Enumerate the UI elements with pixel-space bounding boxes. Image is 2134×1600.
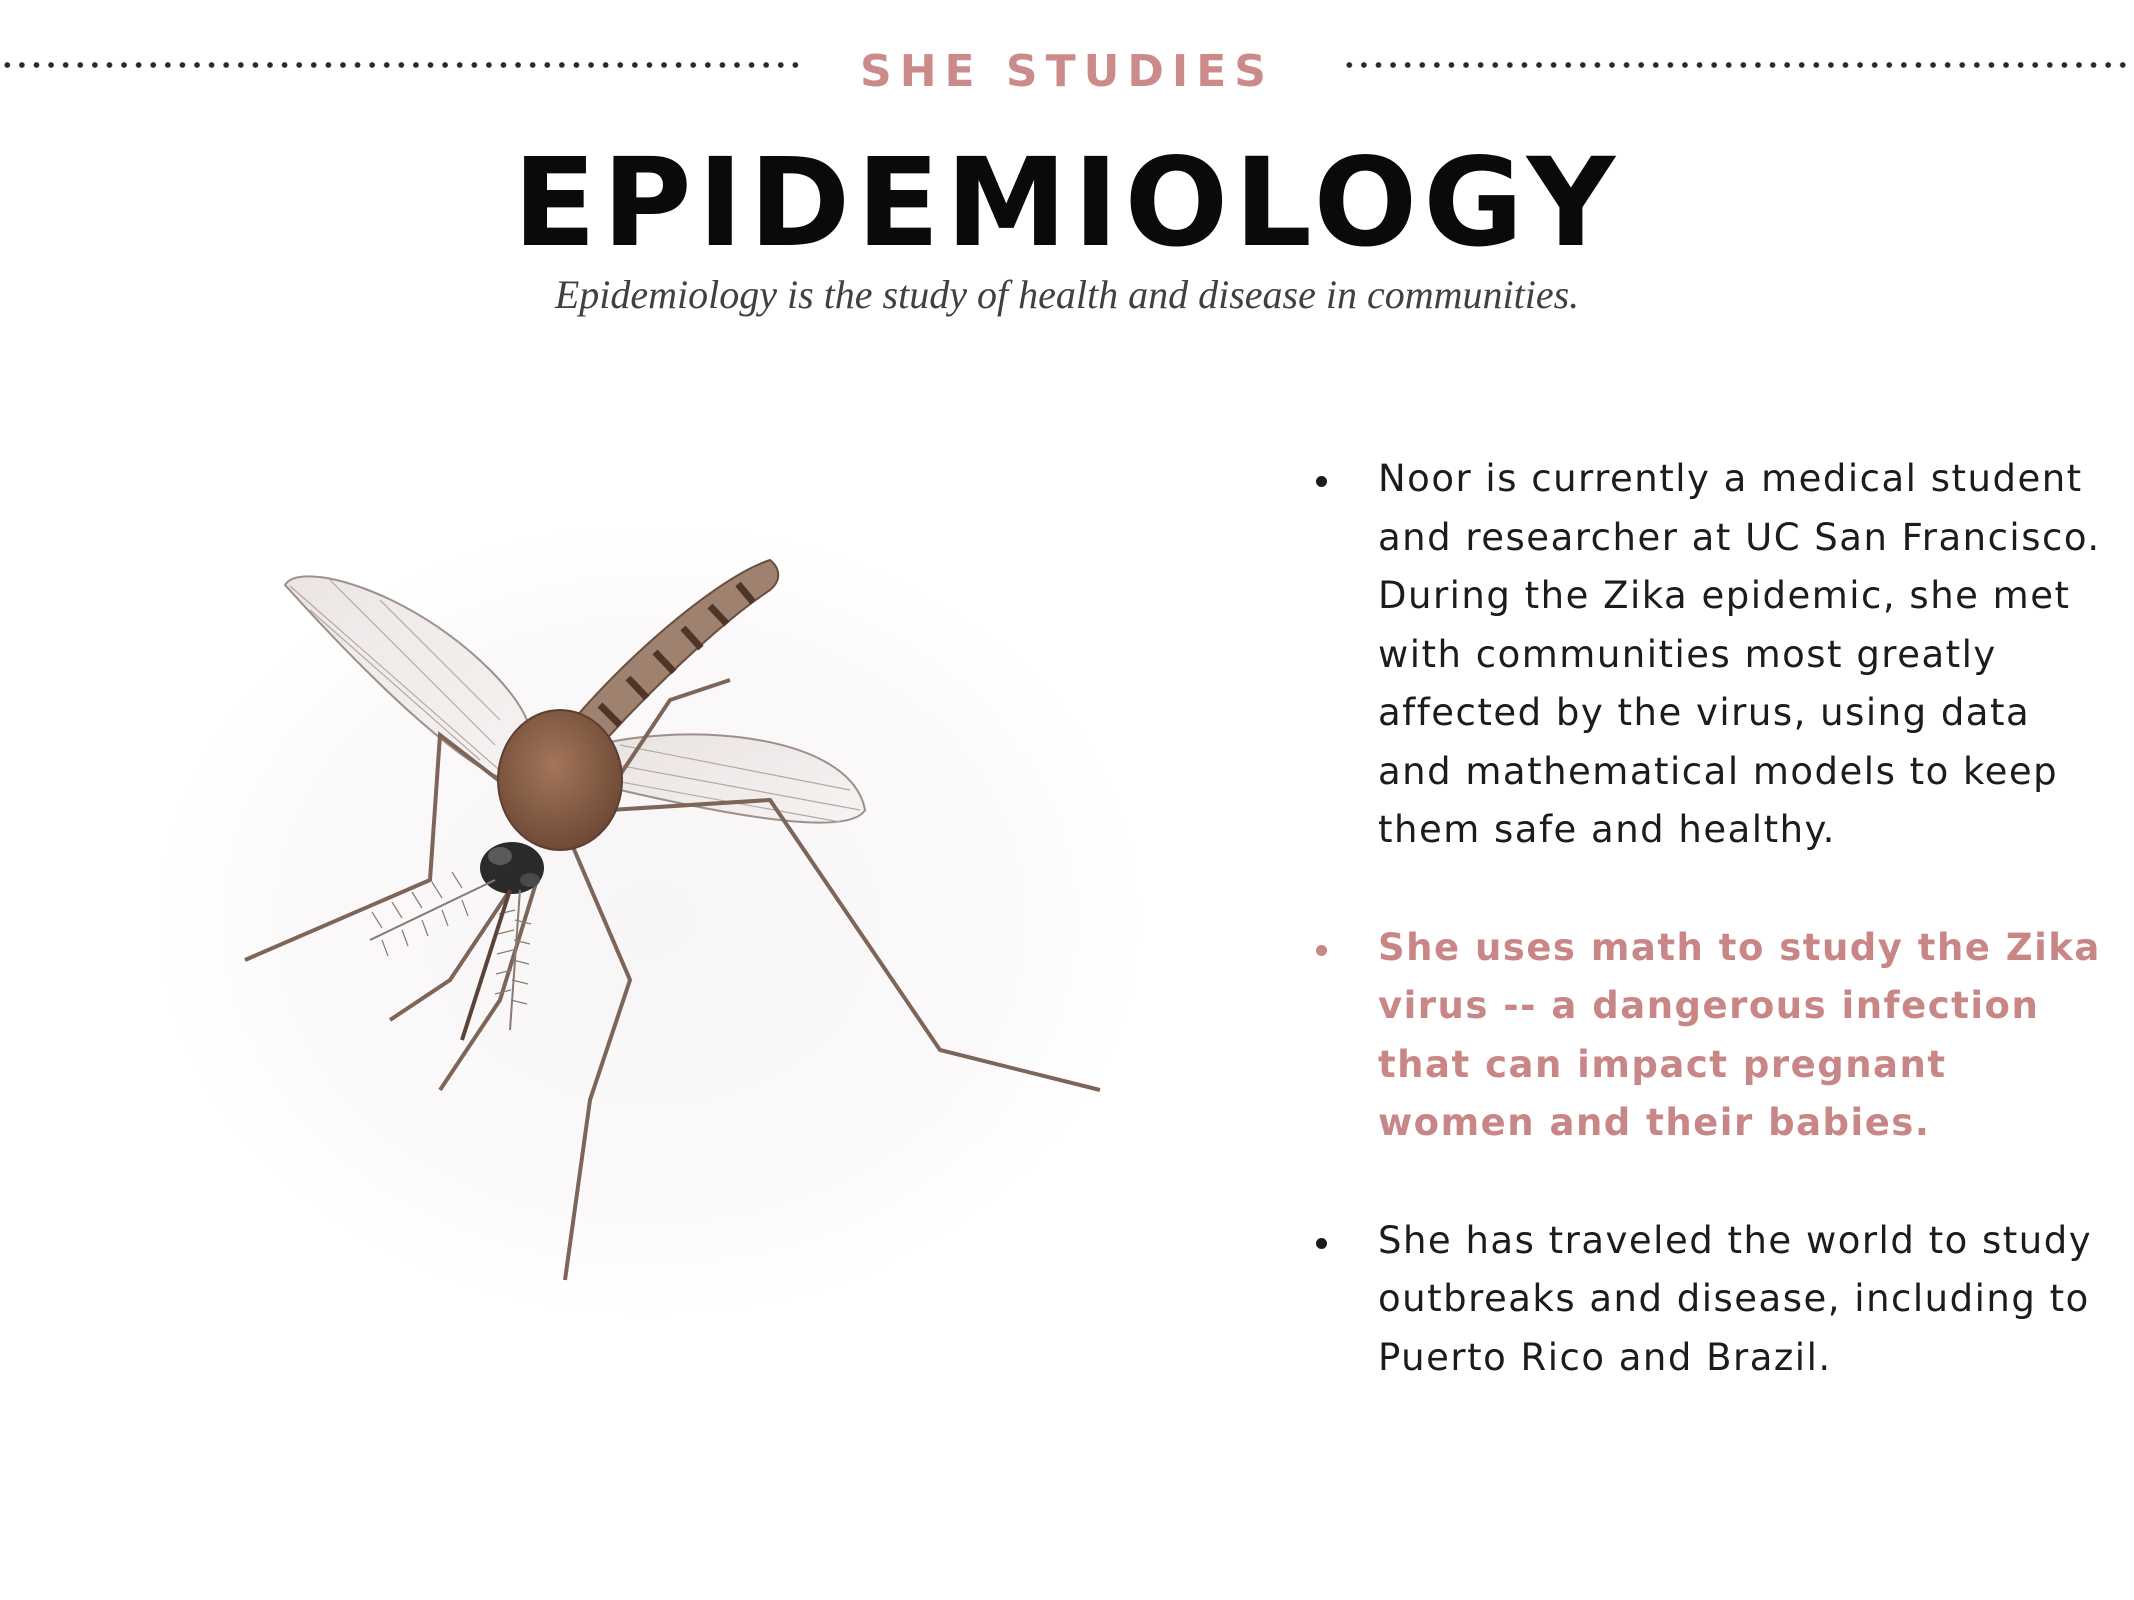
fact-item-2-highlight [1316, 919, 2116, 1153]
bullet-dot-icon [1316, 476, 1327, 487]
page-title: EPIDEMIOLOGY [512, 132, 1622, 274]
mosquito-photo [150, 520, 1190, 1360]
mosquito-thorax [498, 710, 622, 850]
fact-text: Noor is currently a medical student and researcher at UC San Francisco. During the Zika epidemic, she met with communities most greatly affected by the virus, using data and mathematical models to keep them safe and healthy. [1378, 457, 2101, 851]
bullet-dot-icon [1316, 1238, 1327, 1249]
fact-item-3 [1316, 1212, 2116, 1388]
fact-text: She uses math to study the Zika virus -- a dangerous infection that can impact pregnant women and their babies. [1378, 925, 2101, 1144]
fact-list [1316, 450, 2116, 1446]
kicker-heading: SHE STUDIES [860, 46, 1274, 97]
mosquito-head [480, 842, 544, 894]
bullet-dot-icon [1316, 945, 1327, 956]
fact-item-1 [1316, 450, 2116, 860]
fact-text: She has traveled the world to study outbreaks and disease, including to Puerto Rico and Brazil. [1378, 1218, 2093, 1379]
page-subtitle: Epidemiology is the study of health and disease in communities. [554, 272, 1580, 317]
